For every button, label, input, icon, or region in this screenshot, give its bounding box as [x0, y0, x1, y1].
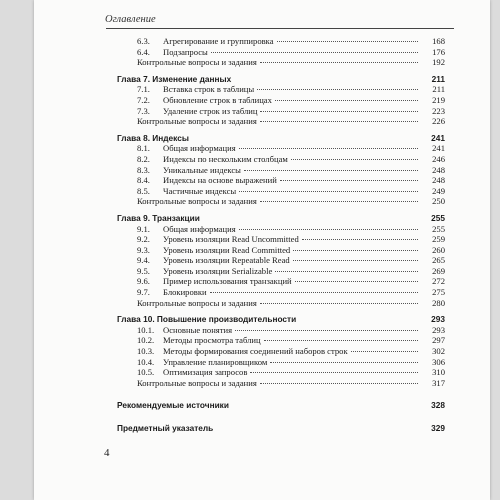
running-header: Оглавление	[105, 14, 156, 25]
toc-entry-title: Контрольные вопросы и задания	[137, 297, 257, 308]
toc-entry-number: 10.5.	[137, 367, 155, 378]
toc-entry-page: 317	[432, 377, 445, 388]
toc-entry-number: 8.2.	[137, 153, 150, 164]
toc-entry-title: Пример использования транзакций	[163, 276, 292, 287]
toc-entry-title: Контрольные вопросы и задания	[137, 377, 257, 388]
dot-leader	[270, 362, 418, 363]
toc-entry-page: 255	[432, 223, 445, 234]
toc-entry-title: Обновление строк в таблицах	[163, 94, 272, 105]
toc-entry	[117, 346, 445, 357]
toc-chapter-entry	[117, 423, 445, 434]
toc-entry-number: 8.3.	[137, 164, 150, 175]
toc-entry-title: Глава 7. Изменение данных	[117, 73, 232, 84]
toc-entry-title: Контрольные вопросы и задания	[137, 196, 257, 207]
toc-entry-page: 329	[431, 423, 445, 433]
toc-entry-number: 9.1.	[137, 223, 150, 234]
toc-entry-page: 328	[431, 400, 445, 411]
toc-entry	[117, 84, 445, 95]
toc-entry	[117, 57, 445, 68]
toc-entry	[117, 255, 445, 266]
dot-leader	[275, 100, 418, 101]
toc-entry-title: Рекомендуемые источники	[117, 400, 229, 411]
toc-entry	[117, 154, 445, 165]
toc-entry-number: 7.1.	[137, 84, 150, 95]
toc-entry-page: 250	[432, 196, 445, 207]
toc-entry-page: 293	[432, 324, 445, 335]
toc-entry-title: Глава 10. Повышение производительности	[117, 314, 297, 325]
dot-leader	[239, 229, 418, 230]
toc-entry-title: Индексы на основе выражений	[163, 175, 277, 186]
toc-entry-number: 9.5.	[137, 265, 150, 276]
toc-entry-page: 269	[432, 265, 445, 276]
toc-entry-title: Общая информация	[163, 223, 236, 234]
toc-entry-number: 9.6.	[137, 276, 150, 287]
toc-entry	[117, 357, 445, 368]
dot-leader	[264, 340, 418, 341]
toc-entry-title: Уровень изоляции Serializable	[163, 265, 273, 276]
toc-entry-title: Контрольные вопросы и задания	[137, 57, 257, 68]
dot-leader	[260, 201, 418, 202]
toc-entry-title: Уровень изоляции Read Committed	[163, 244, 291, 255]
dot-leader	[260, 111, 418, 112]
dot-leader	[260, 121, 418, 122]
toc-entry-title: Уровень изоляции Read Uncommitted	[163, 234, 299, 245]
toc-entry-page: 223	[432, 105, 445, 116]
dot-leader	[260, 303, 418, 304]
toc-entry-title: Глава 8. Индексы	[117, 132, 189, 143]
toc-entry	[117, 325, 445, 336]
dot-leader	[235, 330, 418, 331]
toc-entry-number: 7.3.	[137, 105, 150, 116]
header-rule	[106, 28, 454, 29]
page-number: 4	[104, 447, 110, 459]
toc-entry	[117, 196, 445, 207]
dot-leader	[293, 250, 418, 251]
toc-entry-page: 255	[431, 212, 445, 223]
toc-entry	[117, 106, 445, 117]
dot-leader	[244, 170, 418, 171]
toc-entry	[117, 298, 445, 309]
toc-entry-page: 260	[432, 244, 445, 255]
dot-leader	[293, 260, 418, 261]
toc-entry-page: 248	[432, 175, 445, 186]
toc-entry-number: 9.3.	[137, 244, 150, 255]
toc-entry-title: Методы просмотра таблиц	[163, 335, 261, 346]
toc-entry-page: 297	[432, 335, 445, 346]
toc-entry-page: 241	[432, 143, 445, 154]
toc-entry	[117, 36, 445, 47]
table-of-contents	[117, 36, 445, 434]
toc-entry	[117, 378, 445, 389]
toc-entry-title: Основные понятия	[163, 324, 233, 335]
toc-entry-title: Глава 9. Транзакции	[117, 212, 200, 223]
toc-entry	[117, 95, 445, 106]
toc-entry-title: Предметный указатель	[117, 423, 214, 433]
dot-leader	[260, 383, 418, 384]
toc-entry-page: 265	[432, 255, 445, 266]
toc-entry-page: 219	[432, 94, 445, 105]
toc-entry-title: Общая информация	[163, 143, 236, 154]
toc-entry-title: Управление планировщиком	[163, 356, 268, 367]
toc-entry-number: 8.1.	[137, 143, 150, 154]
toc-entry-page: 293	[431, 314, 445, 325]
toc-entry-page: 241	[431, 132, 445, 143]
toc-entry-page: 302	[432, 346, 445, 357]
toc-entry-number: 9.4.	[137, 255, 150, 266]
dot-leader	[239, 191, 418, 192]
toc-entry-number: 9.7.	[137, 287, 150, 298]
toc-entry-title: Методы формирования соединений наборов строк	[163, 346, 348, 357]
toc-entry-page: 211	[432, 84, 445, 95]
toc-entry-title: Оптимизация запросов	[163, 367, 248, 378]
toc-entry-number: 10.2.	[137, 335, 155, 346]
toc-entry	[117, 245, 445, 256]
toc-entry	[117, 186, 445, 197]
toc-entry	[117, 165, 445, 176]
toc-entry-title: Индексы по нескольким столбцам	[163, 153, 288, 164]
toc-entry-title: Уникальные индексы	[163, 164, 241, 175]
toc-entry-page: 192	[432, 57, 445, 68]
toc-entry-number: 8.5.	[137, 185, 150, 196]
toc-chapter-entry	[117, 314, 445, 325]
toc-entry-page: 310	[432, 367, 445, 378]
toc-entry-number: 10.1.	[137, 324, 155, 335]
toc-entry-page: 168	[432, 36, 445, 46]
dot-leader	[210, 292, 418, 293]
dot-leader	[291, 159, 418, 160]
toc-entry	[117, 47, 445, 58]
toc-entry-page: 211	[431, 73, 445, 84]
dot-leader	[295, 281, 418, 282]
dot-leader	[260, 62, 418, 63]
toc-entry-title: Частичные индексы	[163, 185, 237, 196]
toc-entry	[117, 266, 445, 277]
toc-entry	[117, 116, 445, 127]
toc-entry-title: Удаление строк из таблиц	[163, 105, 258, 116]
toc-entry	[117, 234, 445, 245]
toc-chapter-entry	[117, 213, 445, 224]
toc-chapter-entry	[117, 133, 445, 144]
dot-leader	[239, 148, 418, 149]
toc-entry-number: 9.2.	[137, 234, 150, 245]
toc-entry-title: Уровень изоляции Repeatable Read	[163, 255, 290, 266]
toc-entry-page: 259	[432, 234, 445, 245]
toc-entry-number: 7.2.	[137, 94, 150, 105]
toc-entry-title: Вставка строк в таблицы	[163, 84, 255, 95]
toc-entry-title: Контрольные вопросы и задания	[137, 116, 257, 127]
dot-leader	[351, 351, 418, 352]
toc-entry-page: 248	[432, 164, 445, 175]
book-page	[34, 0, 490, 500]
toc-entry-number: 10.4.	[137, 356, 155, 367]
toc-entry-page: 272	[432, 276, 445, 287]
toc-entry-number: 6.3.	[137, 36, 150, 46]
toc-entry	[117, 335, 445, 346]
toc-entry-page: 176	[432, 46, 445, 57]
dot-leader	[257, 89, 418, 90]
toc-entry-page: 275	[432, 287, 445, 298]
toc-entry-page: 306	[432, 356, 445, 367]
toc-entry-page: 280	[432, 297, 445, 308]
dot-leader	[211, 52, 418, 53]
toc-entry-title: Подзапросы	[163, 46, 208, 57]
toc-chapter-entry	[117, 74, 445, 85]
toc-entry-number: 8.4.	[137, 175, 150, 186]
toc-entry-title: Агрегирование и группировка	[163, 36, 274, 46]
toc-entry-title: Блокировки	[163, 287, 207, 298]
dot-leader	[280, 180, 418, 181]
toc-entry-number: 6.4.	[137, 46, 150, 57]
toc-entry	[117, 143, 445, 154]
toc-entry	[117, 276, 445, 287]
dot-leader	[277, 41, 418, 42]
toc-entry	[117, 224, 445, 235]
toc-chapter-entry	[117, 400, 445, 411]
toc-entry-number: 10.3.	[137, 346, 155, 357]
toc-entry	[117, 367, 445, 378]
dot-leader	[302, 239, 418, 240]
toc-entry-page: 226	[432, 116, 445, 127]
toc-entry-page: 249	[432, 185, 445, 196]
dot-leader	[275, 271, 418, 272]
toc-entry	[117, 175, 445, 186]
toc-entry-page: 246	[432, 153, 445, 164]
toc-entry	[117, 287, 445, 298]
dot-leader	[250, 372, 418, 373]
